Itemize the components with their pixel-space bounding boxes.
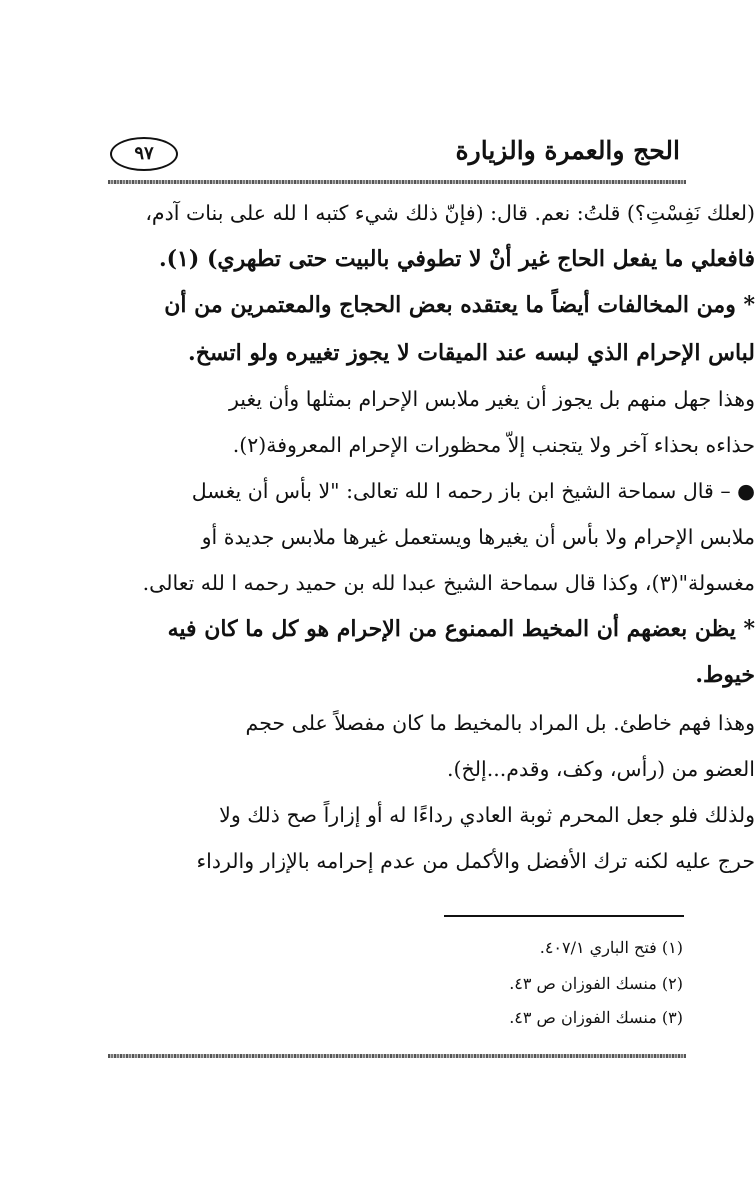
footnote: (١) فتح الباري ٤٠٧/١. (539, 938, 683, 957)
page-header (108, 134, 684, 178)
text-line: العضو من (رأس، وكف، وقدم...إلخ). (447, 757, 755, 781)
text-line: وهذا فهم خاطئ. بل المراد بالمخيط ما كان مفصلاً على حجم (245, 711, 755, 735)
text-line: ملابس الإحرام ولا بأس أن يغيرها ويستعمل غيرها ملابس جديدة أو (201, 525, 755, 549)
text-line: مغسولة"(٣)، وكذا قال سماحة الشيخ عبدا لله بن حميد رحمه ا لله تعالى. (142, 571, 755, 595)
text-line: خيوط. (695, 662, 755, 688)
text-line: وهذا جهل منهم بل يجوز أن يغير ملابس الإحرام بمثلها وأن يغير (228, 387, 755, 411)
footnote: (٣) منسك الفوزان ص ٤٣. (509, 1008, 683, 1027)
header-rule (108, 180, 686, 184)
text-line: ولذلك فلو جعل المحرم ثوبة العادي رداءًا له أو إزاراً صح ذلك ولا (219, 803, 755, 827)
text-line: فافعلي ما يفعل الحاج غير أنْ لا تطوفي بالبيت حتى تطهري) (١). (158, 246, 755, 272)
text-line: * يظن بعضهم أن المخيط الممنوع من الإحرام هو كل ما كان فيه (167, 616, 755, 642)
text-line: حذاءه بحذاء آخر ولا يتجنب إلاّ محظورات الإحرام المعروفة(٢). (232, 433, 755, 457)
text-line: حرج عليه لكنه ترك الأفضل والأكمل من عدم إحرامه بالإزار والرداء (196, 849, 755, 873)
footnote-separator (444, 915, 684, 917)
text-line: (لعلك نَفِسْتِ؟) قلتُ: نعم. قال: (فإنّ ذلك شيء كتبه ا لله على بنات آدم، (145, 201, 755, 225)
text-line: ● – قال سماحة الشيخ ابن باز رحمه ا لله تعالى: "لا بأس أن يغسل (191, 479, 755, 503)
footnote: (٢) منسك الفوزان ص ٤٣. (509, 974, 683, 993)
text-line: لباس الإحرام الذي لبسه عند الميقات لا يجوز تغييره ولو اتسخ. (188, 340, 755, 366)
page-number: ٩٧ (110, 137, 178, 171)
running-title: الحج والعمرة والزيارة (455, 136, 680, 165)
text-line: * ومن المخالفات أيضاً ما يعتقده بعض الحجاج والمعتمرين من أن (164, 292, 755, 318)
footer-rule (108, 1054, 686, 1058)
